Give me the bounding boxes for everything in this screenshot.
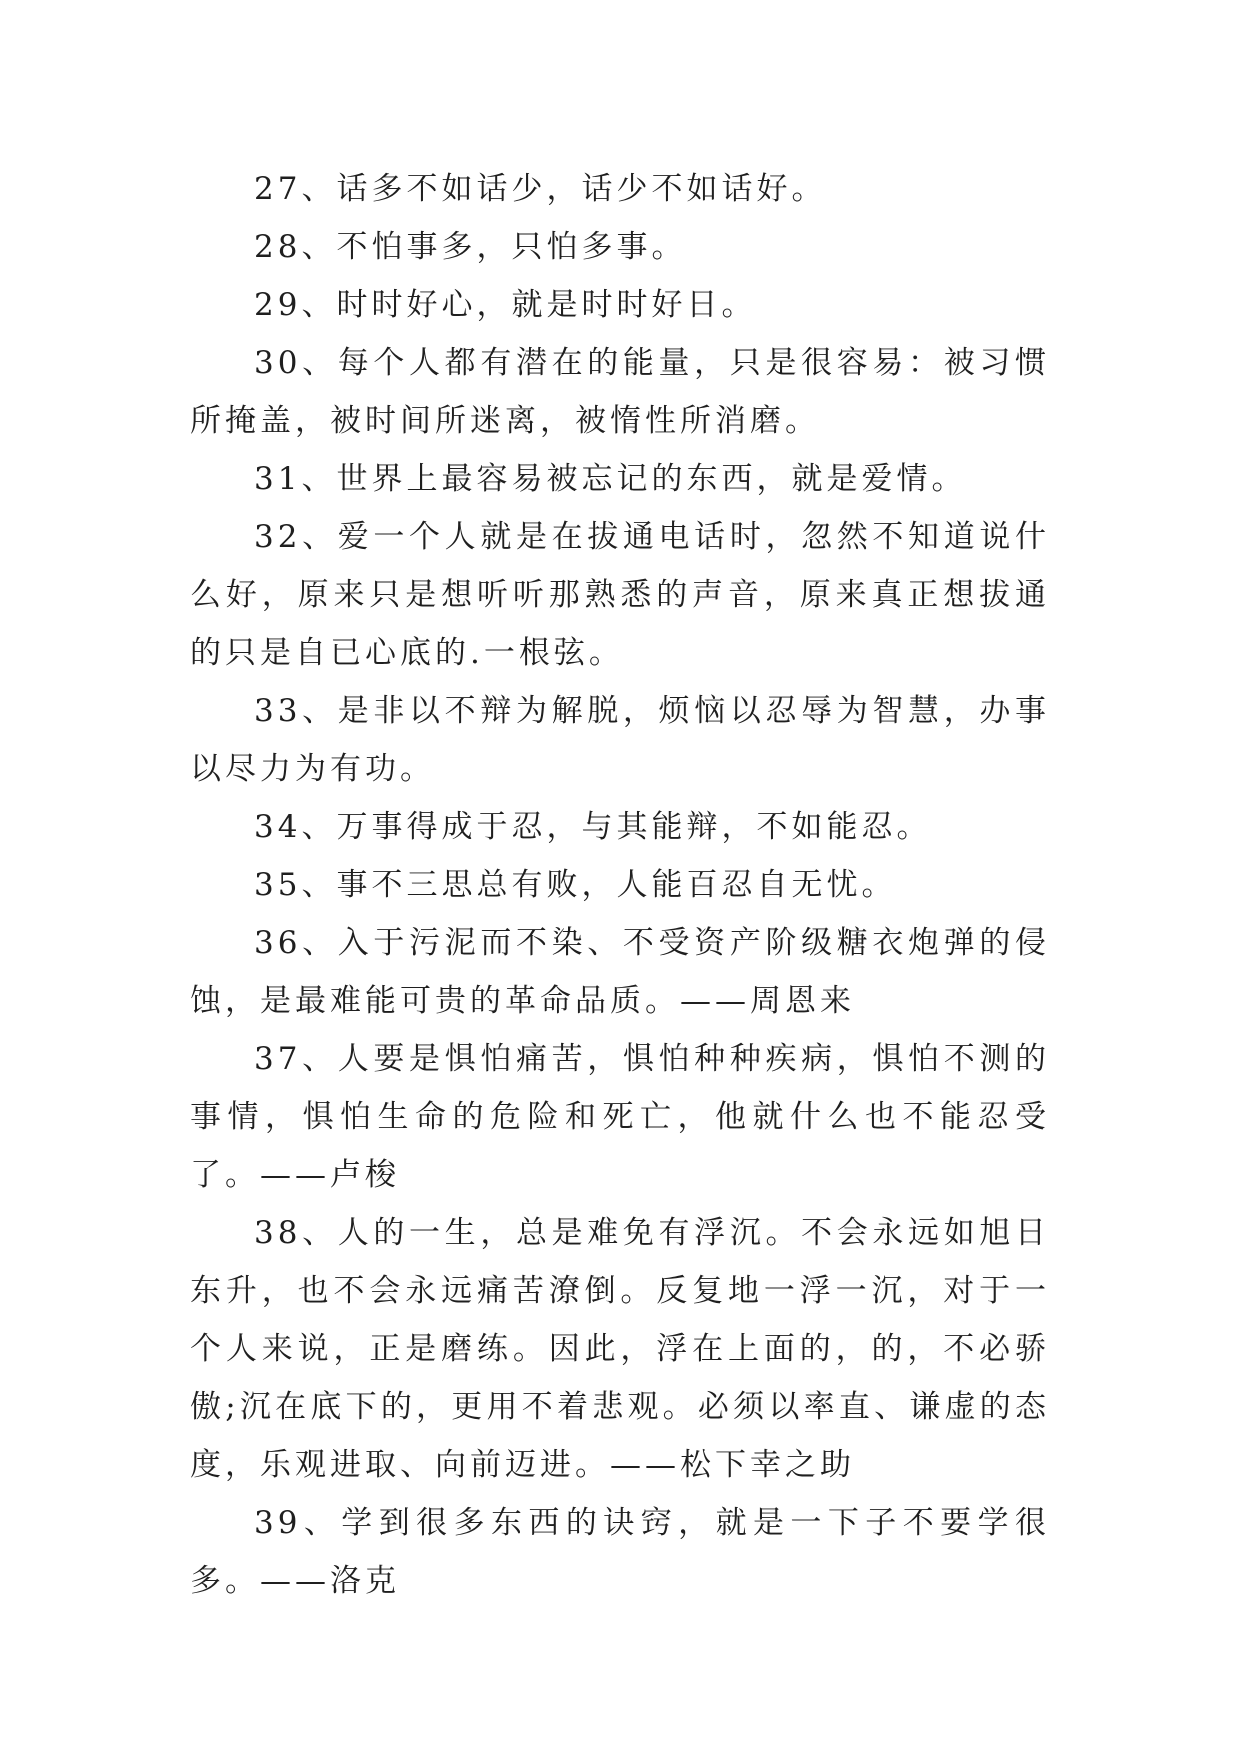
quote-paragraph-27: 27、话多不如话少，话少不如话好。 <box>254 171 827 207</box>
quote-paragraph-33: 33、是非以不辩为解脱，烦恼以忍辱为智慧，办事以尽力为有功。 <box>190 693 1050 787</box>
quote-paragraph-31: 31、世界上最容易被忘记的东西，就是爱情。 <box>254 461 967 497</box>
quote-paragraph-30: 30、每个人都有潜在的能量，只是很容易：被习惯所掩盖，被时间所迷离，被惰性所消磨。 <box>190 345 1050 439</box>
quote-paragraph-39: 39、学到很多东西的诀窍，就是一下子不要学很多。——洛克 <box>190 1505 1050 1599</box>
quote-paragraph-36: 36、入于污泥而不染、不受资产阶级糖衣炮弹的侵蚀，是最难能可贵的革命品质。——周恩来 <box>190 925 1050 1019</box>
quote-paragraph-35: 35、事不三思总有败，人能百忍自无忧。 <box>254 867 897 903</box>
quote-paragraph-34: 34、万事得成于忍，与其能辩，不如能忍。 <box>254 809 932 845</box>
quote-paragraph-37: 37、人要是惧怕痛苦，惧怕种种疾病，惧怕不测的事情，惧怕生命的危险和死亡，他就什么也不能忍受了。——卢梭 <box>190 1041 1050 1193</box>
quote-paragraph-32: 32、爱一个人就是在拔通电话时，忽然不知道说什么好，原来只是想听听那熟悉的声音，原来真正想拔通的只是自已心底的.一根弦。 <box>190 519 1050 671</box>
document-body <box>190 160 1050 1610</box>
quote-paragraph-29: 29、时时好心，就是时时好日。 <box>254 287 757 323</box>
quote-paragraph-28: 28、不怕事多，只怕多事。 <box>254 229 687 265</box>
quote-paragraph-38: 38、人的一生，总是难免有浮沉。不会永远如旭日东升，也不会永远痛苦潦倒。反复地一浮一沉，对于一个人来说，正是磨练。因此，浮在上面的，的，不必骄傲;沉在底下的，更用不着悲观。必须以率直、谦虚的态度，乐观进取、向前迈进。——松下幸之助 <box>190 1215 1050 1483</box>
